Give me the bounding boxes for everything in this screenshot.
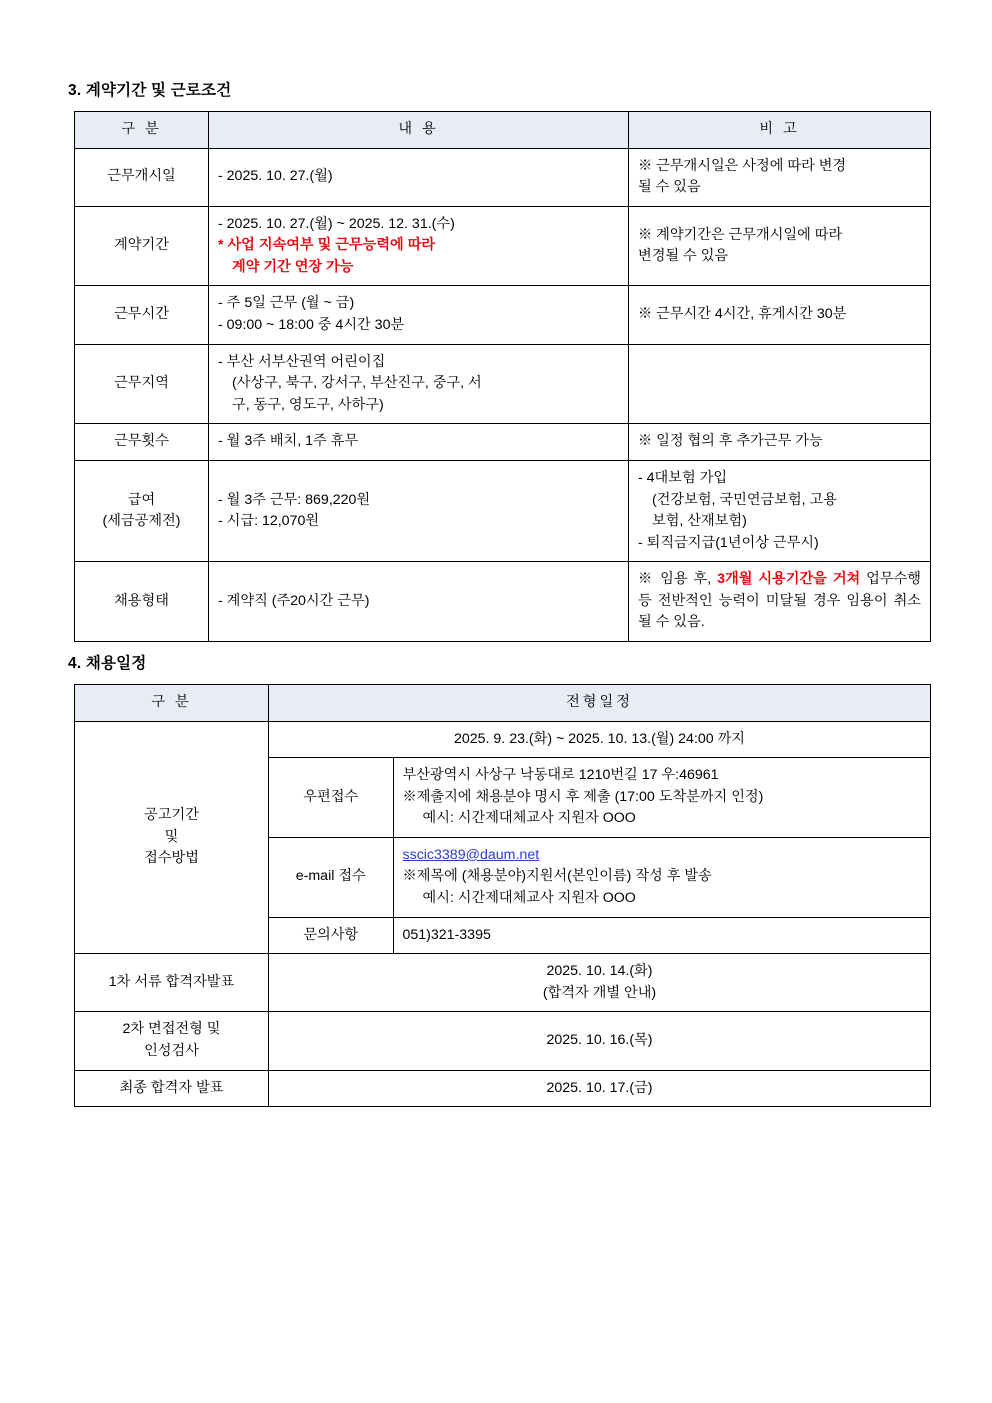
detail-line: ※제목에 (채용분야)지원서(본인이름) 작성 후 발송 bbox=[402, 868, 712, 885]
note-line: - 4대보험 가입 bbox=[638, 469, 728, 486]
content-line-highlight: * 사업 지속여부 및 근무능력에 따라 bbox=[218, 237, 436, 254]
row-value-second-interview: 2025. 10. 16.(목) bbox=[269, 1012, 931, 1070]
column-header-division: 구 분 bbox=[75, 112, 209, 149]
content-line: - 월 3주 배치, 1주 휴무 bbox=[218, 433, 359, 450]
row-content-start-date bbox=[209, 148, 629, 206]
application-method-postal-detail bbox=[393, 758, 930, 838]
row-note-work-hours bbox=[629, 286, 931, 344]
row-note-salary bbox=[629, 460, 931, 561]
application-period-text: 2025. 9. 23.(화) ~ 2025. 10. 13.(월) 24:00 까지 bbox=[269, 722, 930, 758]
row-label-final-result: 최종 합격자 발표 bbox=[75, 1070, 269, 1107]
table-row-first-result bbox=[75, 954, 931, 1012]
row-label-start-date: 근무개시일 bbox=[75, 148, 209, 206]
row-label-application-period bbox=[75, 721, 269, 954]
row-value-final-result: 2025. 10. 17.(금) bbox=[269, 1070, 931, 1107]
detail-line: 예시: 시간제대체교사 지원자 OOO bbox=[422, 810, 636, 827]
row-note-employment-type bbox=[629, 562, 931, 642]
content-line: - 09:00 ~ 18:00 중 4시간 30분 bbox=[218, 317, 405, 334]
label-line: 접수방법 bbox=[144, 850, 199, 867]
table-row bbox=[75, 148, 931, 206]
row-label-work-area: 근무지역 bbox=[75, 344, 209, 424]
column-header-division: 구 분 bbox=[75, 684, 269, 721]
content-line: - 계약직 (주20시간 근무) bbox=[218, 592, 370, 609]
note-text: ※ 임용 후, bbox=[638, 571, 718, 588]
note-text: 업무수행 등 전반적인 능력이 미달될 경우 임용이 취소될 수 있음. bbox=[638, 571, 922, 631]
table-header-row bbox=[75, 684, 931, 721]
table-row bbox=[75, 424, 931, 461]
row-label-first-document-result: 1차 서류 합격자발표 bbox=[75, 954, 269, 1012]
row-note-work-area bbox=[629, 344, 931, 424]
row-note-start-date bbox=[629, 148, 931, 206]
table-row-application bbox=[75, 721, 931, 954]
note-line: ※ 근무시간 4시간, 휴게시간 30분 bbox=[638, 306, 847, 323]
note-text-highlight: 3개월 시용기간을 거쳐 bbox=[717, 571, 861, 588]
table-row bbox=[75, 344, 931, 424]
note-line: 보험, 산재보험) bbox=[652, 513, 747, 530]
table-row-second-interview bbox=[75, 1012, 931, 1070]
table-row bbox=[75, 562, 931, 642]
row-label-salary-main: 급여 bbox=[127, 491, 156, 508]
detail-line: 예시: 시간제대체교사 지원자 OOO bbox=[422, 890, 636, 907]
note-line: ※ 계약기간은 근무개시일에 따라 bbox=[638, 226, 843, 243]
value-line: (합격자 개별 안내) bbox=[542, 984, 657, 1001]
inner-row-period bbox=[269, 722, 930, 758]
column-header-note: 비 고 bbox=[629, 112, 931, 149]
table-row bbox=[75, 460, 931, 561]
label-line: 공고기간 bbox=[144, 807, 199, 823]
content-line: - 부산 서부산권역 어린이집 bbox=[218, 353, 386, 370]
inner-row-email bbox=[269, 837, 930, 917]
application-method-email-detail bbox=[393, 837, 930, 917]
row-label-second-interview bbox=[75, 1012, 269, 1070]
row-content-work-area bbox=[209, 344, 629, 424]
application-inner-table bbox=[269, 722, 930, 954]
section-4-heading: 4. 채용일정 bbox=[68, 654, 147, 672]
column-header-schedule: 전형일정 bbox=[269, 684, 931, 721]
content-line: - 2025. 10. 27.(월) bbox=[218, 168, 333, 185]
content-line: (사상구, 북구, 강서구, 부산진구, 중구, 서 bbox=[232, 375, 482, 392]
inquiry-phone: 051)321-3395 bbox=[393, 917, 930, 953]
note-line: - 퇴직금지급(1년이상 근무시) bbox=[638, 534, 819, 551]
detail-line: 부산광역시 사상구 낙동대로 1210번길 17 우:46961 bbox=[402, 767, 719, 784]
application-detail-cell bbox=[269, 721, 931, 954]
application-method-email-label: e-mail 접수 bbox=[269, 837, 393, 917]
detail-line: ※제출지에 채용분야 명시 후 제출 (17:00 도착분까지 인정) bbox=[402, 788, 764, 805]
table-header-row bbox=[75, 112, 931, 149]
email-link[interactable]: sscic3389@daum.net bbox=[402, 846, 540, 863]
label-line: 및 bbox=[164, 828, 179, 845]
table-row bbox=[75, 286, 931, 344]
inner-row-postal bbox=[269, 758, 930, 838]
table-row-final-result bbox=[75, 1070, 931, 1107]
label-line: 인성검사 bbox=[144, 1042, 199, 1059]
application-method-postal-label: 우편접수 bbox=[269, 758, 393, 838]
row-label-salary bbox=[75, 460, 209, 561]
row-label-contract-period: 계약기간 bbox=[75, 206, 209, 286]
row-content-work-hours bbox=[209, 286, 629, 344]
content-line: - 2025. 10. 27.(월) ~ 2025. 12. 31.(수) bbox=[218, 215, 455, 232]
content-line: - 월 3주 근무: 869,220원 bbox=[218, 491, 371, 508]
row-content-employment-type bbox=[209, 562, 629, 642]
value-line: 2025. 10. 14.(화) bbox=[546, 963, 653, 980]
note-line: (건강보험, 국민연금보험, 고용 bbox=[652, 491, 837, 508]
recruitment-schedule-table bbox=[74, 684, 931, 1107]
inquiry-label: 문의사항 bbox=[269, 917, 393, 953]
row-content-contract-period bbox=[209, 206, 629, 286]
inner-row-inquiry bbox=[269, 917, 930, 953]
label-line: 2차 면접전형 및 bbox=[122, 1021, 221, 1038]
note-line: 변경될 수 있음 bbox=[638, 248, 729, 265]
row-note-work-count bbox=[629, 424, 931, 461]
row-label-work-count: 근무횟수 bbox=[75, 424, 209, 461]
row-label-work-hours: 근무시간 bbox=[75, 286, 209, 344]
row-label-salary-sub: (세금공제전) bbox=[102, 513, 181, 530]
content-line: - 주 5일 근무 (월 ~ 금) bbox=[218, 295, 355, 312]
row-note-contract-period bbox=[629, 206, 931, 286]
row-value-first-document-result bbox=[269, 954, 931, 1012]
table-row bbox=[75, 206, 931, 286]
row-label-employment-type: 채용형태 bbox=[75, 562, 209, 642]
contract-conditions-table bbox=[74, 111, 931, 642]
row-content-salary bbox=[209, 460, 629, 561]
section-3-heading: 3. 계약기간 및 근로조건 bbox=[68, 82, 232, 99]
note-line: ※ 일정 협의 후 추가근무 가능 bbox=[638, 433, 823, 450]
content-line-highlight: 계약 기간 연장 가능 bbox=[232, 258, 354, 275]
content-line: 구, 동구, 영도구, 사하구) bbox=[232, 396, 384, 413]
column-header-content: 내 용 bbox=[209, 112, 629, 149]
content-line: - 시급: 12,070원 bbox=[218, 513, 320, 530]
row-content-work-count bbox=[209, 424, 629, 461]
note-line: 될 수 있음 bbox=[638, 179, 701, 196]
note-line: ※ 근무개시일은 사정에 따라 변경 bbox=[638, 157, 847, 174]
